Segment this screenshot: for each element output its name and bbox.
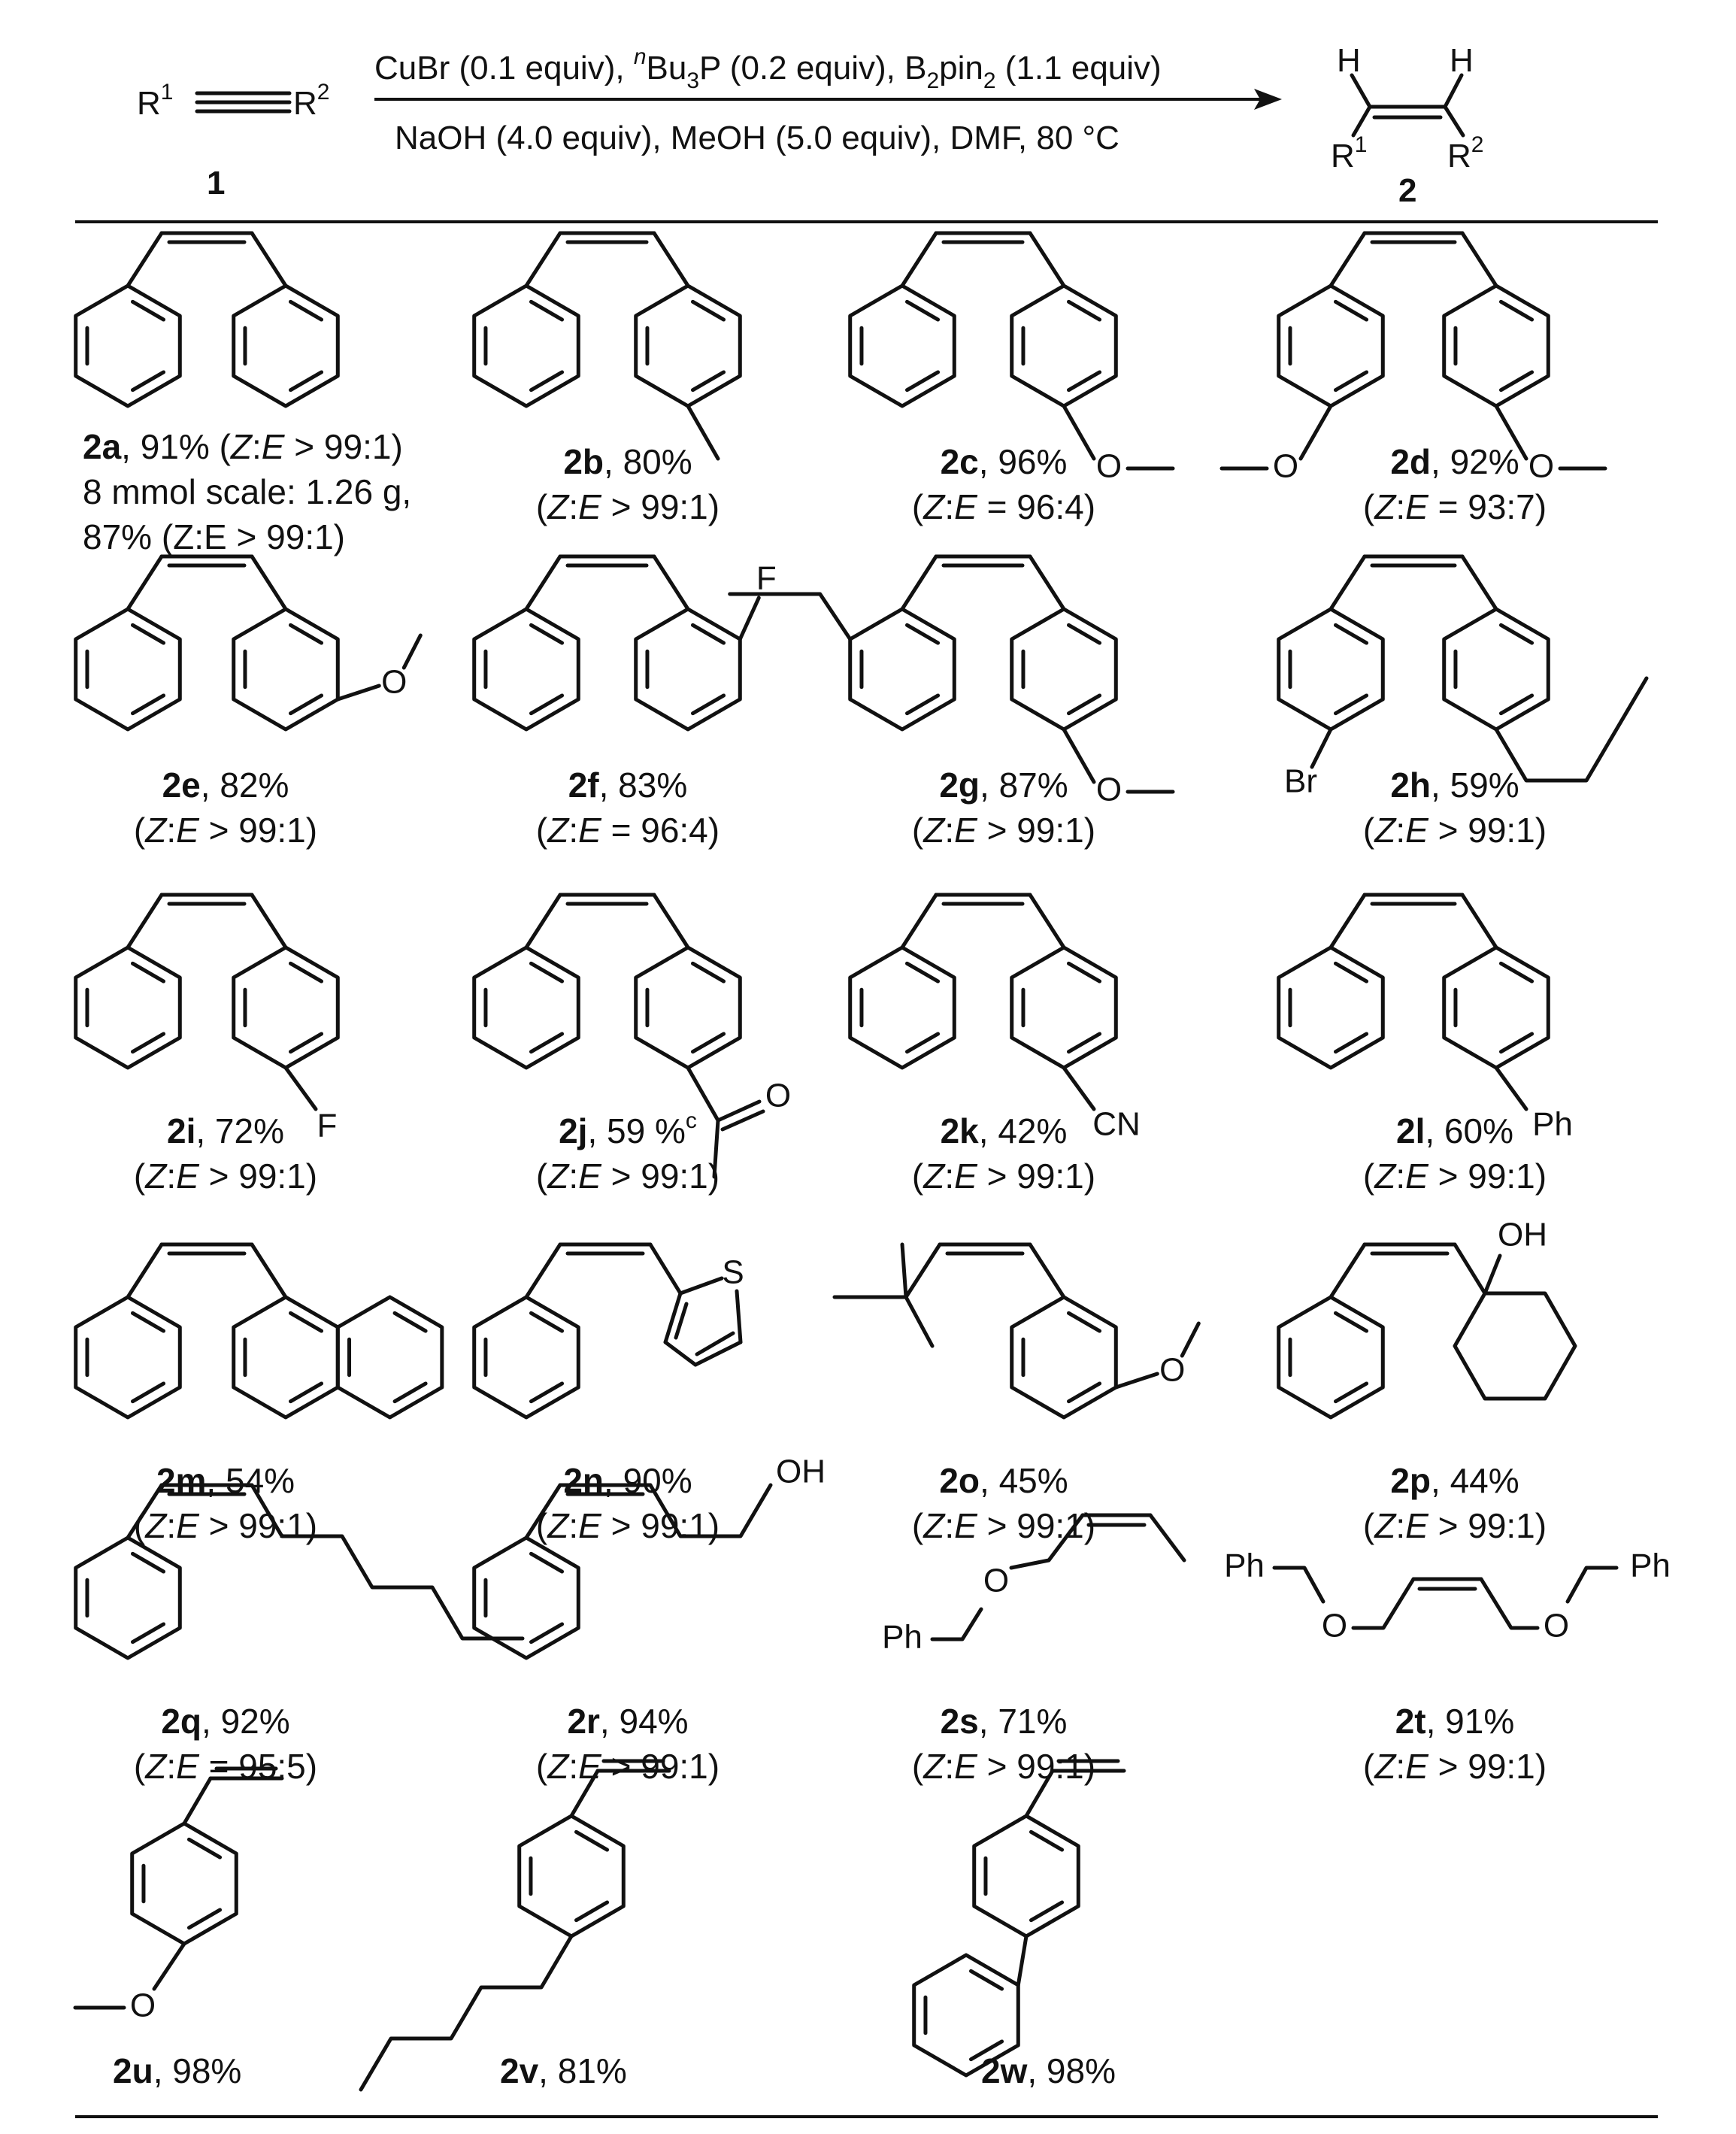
- phenyl-group: Ph: [882, 1618, 923, 1656]
- left-phenyl-ring: [76, 609, 180, 729]
- ring-outline: [636, 947, 741, 1068]
- product-caption-2c: [941, 442, 1068, 481]
- product-caption-2n: [563, 1461, 692, 1500]
- vinyl-bond: [1030, 895, 1064, 947]
- compound-id: 2j: [559, 1111, 588, 1150]
- product-alkene: [1331, 42, 1483, 209]
- bromine-atom: Br: [1284, 762, 1317, 800]
- ring-outline: [76, 1538, 180, 1658]
- product-label: 2: [1398, 172, 1417, 209]
- reactant-alkyne: [137, 80, 329, 202]
- yield: , 96%: [978, 442, 1068, 481]
- ring-outline: [1279, 609, 1383, 729]
- product-caption-2b: [563, 442, 692, 481]
- ring-outline: [1444, 286, 1549, 406]
- sulfur-atom: S: [722, 1253, 744, 1291]
- left-phenyl-ring: [850, 947, 955, 1068]
- ze-ratio-2s: (Z:E > 99:1): [911, 1747, 1096, 1786]
- vinyl-bond: [902, 233, 936, 286]
- oxygen-bond: [1301, 406, 1331, 459]
- vinyl-bond: [252, 233, 286, 286]
- thiophene-bond: [665, 1342, 695, 1365]
- aryl-ring: [1012, 1297, 1116, 1417]
- bromo-bond: [1312, 729, 1331, 767]
- ring-outline: [338, 1297, 442, 1417]
- ring-outline: [76, 286, 180, 406]
- vinyl-bond: [526, 556, 560, 609]
- methyl-bond: [404, 635, 420, 668]
- product-h-left: H: [1337, 42, 1361, 79]
- ze-ratio-2h: (Z:E > 99:1): [1362, 811, 1547, 850]
- vinyl-bond: [252, 895, 286, 947]
- phenyl-bond: [1496, 1068, 1526, 1109]
- ring-outline: [1012, 1297, 1116, 1417]
- ether-oxygen-atom-right: O: [1543, 1607, 1570, 1644]
- tbutyl-methyl: [902, 1244, 906, 1297]
- yield: , 72%: [195, 1111, 285, 1150]
- yield: , 71%: [978, 1702, 1068, 1741]
- oxygen-atom: O: [1528, 447, 1555, 485]
- product-caption-2j: [559, 1108, 697, 1150]
- yield: , 45%: [980, 1461, 1068, 1500]
- yield: , 82%: [200, 765, 289, 805]
- yield: , 94%: [599, 1702, 689, 1741]
- left-phenyl-ring: [474, 947, 579, 1068]
- oxygen-bond: [338, 686, 379, 699]
- ze-ratio-2c: (Z:E = 96:4): [911, 487, 1096, 526]
- yield: , 59 %: [587, 1111, 686, 1150]
- yield: , 87%: [980, 765, 1068, 805]
- ze-ratio-2j: (Z:E > 99:1): [535, 1156, 720, 1196]
- product-caption-2a: 2a, 91% (Z:E > 99:1): [83, 427, 403, 466]
- phenyl-ring: [474, 1297, 579, 1417]
- vinyl-bond: [526, 1244, 560, 1297]
- fluoro-bond: [286, 1068, 316, 1109]
- right-aryl-ring: [636, 947, 741, 1068]
- right-aryl-ring: [234, 609, 338, 729]
- thiophene-double-bond: [697, 1333, 733, 1354]
- methyl-bond: [1150, 1515, 1184, 1560]
- product-caption-2v: 2v, 81%: [500, 2051, 627, 2090]
- yield: , 54%: [206, 1461, 295, 1500]
- compound-id: 2r: [567, 1702, 600, 1741]
- vinyl-bond: [654, 895, 688, 947]
- methylene: [1481, 1579, 1538, 1628]
- ze-ratio-2g: (Z:E > 99:1): [911, 811, 1096, 850]
- vinyl-bond: [1331, 556, 1365, 609]
- yield: , 80%: [604, 442, 692, 481]
- oxygen-bond: [1064, 406, 1094, 459]
- thiophene-bond: [737, 1291, 741, 1342]
- oxygen-bond: [154, 1944, 184, 1989]
- right-aryl-ring: [1444, 947, 1549, 1068]
- reactant-label: 1: [207, 165, 226, 202]
- compound-id: 2c: [940, 442, 979, 481]
- vinyl-bond: [1462, 556, 1496, 609]
- ring-outline: [850, 286, 955, 406]
- product-h-right: H: [1450, 42, 1474, 79]
- captions-layer: [83, 427, 1547, 2090]
- ring-outline: [636, 609, 741, 729]
- ring-outline: [1012, 609, 1116, 729]
- thiophene-bond: [680, 1278, 722, 1293]
- compound-id: 2q: [161, 1702, 202, 1741]
- product-caption-2t: [1395, 1702, 1515, 1741]
- yield: , 90%: [604, 1461, 692, 1500]
- oxygen-atom: O: [381, 663, 407, 701]
- compound-id: 2e: [162, 765, 201, 805]
- ring-outline: [234, 947, 338, 1068]
- aryl-ring: [520, 1816, 624, 1936]
- vinyl-bond: [1331, 233, 1365, 286]
- product-caption-2o: [939, 1461, 1068, 1500]
- fluoro-bond: [740, 598, 759, 639]
- yield: , 92%: [1431, 442, 1519, 481]
- ze-ratio-2o: (Z:E > 99:1): [911, 1506, 1096, 1545]
- ether-oxygen-atom: O: [983, 1562, 1010, 1599]
- ze-ratio-2n: (Z:E > 99:1): [535, 1506, 720, 1545]
- product-caption-2f: [568, 765, 688, 805]
- yield: , 92%: [201, 1702, 290, 1741]
- phenyl-group-left: Ph: [1224, 1547, 1265, 1584]
- ring-outline: [1444, 609, 1549, 729]
- ring-outline: [474, 286, 579, 406]
- thienyl-bond: [650, 1244, 680, 1293]
- left-phenyl-ring: [1279, 947, 1383, 1068]
- product-caption-2l: [1396, 1111, 1513, 1150]
- left-phenyl-ring: [1279, 609, 1383, 729]
- fluorine-atom: F: [317, 1107, 338, 1144]
- left-phenyl-ring: [76, 947, 180, 1068]
- hydroxyl-bond: [1485, 1256, 1500, 1293]
- vinyl-bond: [1462, 233, 1496, 286]
- left-phenyl-ring: [850, 286, 955, 406]
- vinyl-bond: [902, 556, 936, 609]
- yield: , 42%: [978, 1111, 1068, 1150]
- oxygen-bond: [1064, 729, 1094, 782]
- ring-outline: [234, 609, 338, 729]
- left-phenyl-ring: [76, 286, 180, 406]
- product-caption-2h: [1390, 765, 1519, 805]
- yield: , 83%: [598, 765, 688, 805]
- product-r2: $R^2$: [1447, 132, 1484, 174]
- ring-outline: [234, 286, 338, 406]
- product-caption-2i: [167, 1111, 284, 1150]
- tbutyl-methyl: [906, 1297, 932, 1346]
- right-aryl-ring: [1444, 609, 1549, 729]
- ze-ratio-2i: (Z:E > 99:1): [133, 1156, 318, 1196]
- product-caption-2p: [1390, 1461, 1519, 1500]
- ring-outline: [234, 1297, 338, 1417]
- vinyl-bond: [1462, 895, 1496, 947]
- compound-id: 2m: [156, 1461, 207, 1500]
- cyclohexyl-bond: [1455, 1244, 1485, 1293]
- ze-ratio-2q: (Z:E = 95:5): [133, 1747, 318, 1786]
- vinyl-bond: [1030, 233, 1064, 286]
- ze-ratio-2l: (Z:E > 99:1): [1362, 1156, 1547, 1196]
- compound-id: 2o: [939, 1461, 980, 1500]
- right-aryl-ring: [1444, 286, 1549, 406]
- yield: , 60%: [1425, 1111, 1514, 1150]
- product-caption-2q: [161, 1702, 289, 1741]
- cyclohexane-ring: [1455, 1293, 1575, 1399]
- tbutyl-bond: [906, 1244, 940, 1297]
- ze-ratio-2d: (Z:E = 93:7): [1362, 487, 1547, 526]
- right-aryl-ring: [1012, 947, 1116, 1068]
- left-phenyl-ring: [850, 609, 955, 729]
- ze-ratio-2b: (Z:E > 99:1): [535, 487, 720, 526]
- phenyl-group-right: Ph: [1630, 1547, 1671, 1584]
- compound-id: 2b: [563, 442, 604, 481]
- compound-id: 2f: [568, 765, 599, 805]
- vinyl-bond: [128, 556, 162, 609]
- biaryl-bond: [1018, 1936, 1026, 1985]
- oxygen-atom: O: [1095, 447, 1122, 485]
- vinyl-bond: [252, 556, 286, 609]
- ze-ratio-2p: (Z:E > 99:1): [1362, 1506, 1547, 1545]
- product-caption-2k: [941, 1111, 1068, 1150]
- scale-up-line-2: 87% (Z:E > 99:1): [83, 517, 345, 556]
- compound-id: 2i: [166, 1111, 196, 1150]
- oxygen-atom: O: [129, 1987, 156, 2024]
- hydroxyl-group: OH: [1498, 1216, 1547, 1253]
- carbonyl-oxygen-atom: O: [765, 1077, 792, 1114]
- compound-id: 2h: [1390, 765, 1432, 805]
- vinyl-bond: [654, 233, 688, 286]
- right-aryl-ring: [636, 609, 741, 729]
- fluorine-atom: F: [756, 559, 777, 597]
- ze-ratio-2t: (Z:E > 99:1): [1362, 1747, 1547, 1786]
- vinyl-bond: [654, 556, 688, 609]
- product-caption-2s: [941, 1702, 1068, 1741]
- reaction-arrow-group: [374, 44, 1282, 156]
- ring-outline: [1279, 286, 1383, 406]
- ze-ratio-2f: (Z:E = 96:4): [535, 811, 720, 850]
- ze-ratio-2k: (Z:E > 99:1): [911, 1156, 1096, 1196]
- methyl-bond: [1182, 1323, 1198, 1356]
- right-aryl-ring: [234, 947, 338, 1068]
- ze-ratio-2e: (Z:E > 99:1): [133, 811, 318, 850]
- footnote-mark: c: [685, 1108, 697, 1133]
- right-aryl-ring: [234, 1297, 338, 1417]
- compound-id: 2s: [940, 1702, 979, 1741]
- vinyl-bond: [526, 895, 560, 947]
- product-caption-2r: [567, 1702, 688, 1741]
- compound-id: 2g: [939, 765, 980, 805]
- ring-outline: [850, 609, 955, 729]
- compound-id: 2l: [1395, 1111, 1425, 1150]
- aryl-ring: [132, 1823, 237, 1944]
- scale-up-line-1: 8 mmol scale: 1.26 g,: [83, 472, 412, 511]
- product-caption-2u: 2u, 98%: [113, 2051, 242, 2090]
- phenyl-ring: [1279, 1297, 1383, 1417]
- compound-id: 2d: [1390, 442, 1432, 481]
- methyl-bond: [688, 406, 718, 459]
- left-phenyl-ring: [76, 1297, 180, 1417]
- ring-outline: [474, 1297, 579, 1417]
- reactant-r1: $R^1$: [137, 80, 174, 122]
- right-aryl-ring: [636, 286, 741, 406]
- product-caption-2e: [162, 765, 289, 805]
- alkyne-triple-bond: [197, 93, 289, 111]
- vinyl-bond: [128, 233, 162, 286]
- right-aryl-ring: [1012, 609, 1116, 729]
- vinyl-bond: [1030, 1244, 1064, 1297]
- vinyl-bond: [526, 233, 560, 286]
- yield: , 91%: [1425, 1702, 1515, 1741]
- product-caption-2m: [156, 1461, 295, 1500]
- compound-id: 2k: [940, 1111, 979, 1150]
- phenyl-group: Ph: [1532, 1105, 1573, 1143]
- reactant-r2: $R^2$: [293, 80, 330, 122]
- ring-outline: [1279, 1297, 1383, 1417]
- benzyl-chain: [932, 1609, 981, 1639]
- ring-outline: [636, 286, 741, 406]
- fused-naphthalene-ring: [338, 1297, 442, 1417]
- ring-outline: [1012, 286, 1116, 406]
- reaction-header: [137, 42, 1483, 209]
- oxygen-atom: O: [1159, 1351, 1186, 1389]
- product-caption-2w: 2w, 98%: [981, 2051, 1116, 2090]
- left-phenyl-ring: [474, 286, 579, 406]
- product-r1: $R^1$: [1331, 132, 1368, 174]
- ethyl-chain: [730, 594, 850, 639]
- conditions-line-1: CuBr (0.1 equiv), $^nBu_3P$ (0.2 equiv), $B_2pin_2$ (1.1 equiv): [374, 44, 1162, 93]
- ring-outline: [850, 947, 955, 1068]
- ether-oxygen-atom-left: O: [1321, 1607, 1348, 1644]
- benzyl-chain: [1568, 1568, 1616, 1602]
- right-aryl-ring: [234, 286, 338, 406]
- yield: , 44%: [1431, 1461, 1519, 1500]
- vinyl-bond: [1030, 556, 1064, 609]
- vinyl-bond: [252, 1244, 286, 1297]
- aryl-ring: [974, 1816, 1079, 1936]
- thiophene-bond: [695, 1342, 741, 1365]
- left-phenyl-ring: [1279, 286, 1383, 406]
- yield: , 59%: [1431, 765, 1519, 805]
- product-caption-2d: [1390, 442, 1519, 481]
- nitrile-bond: [1064, 1068, 1094, 1109]
- conditions-line-2: NaOH (4.0 equiv), MeOH (5.0 equiv), DMF, 80 °C: [395, 120, 1119, 156]
- oxygen-bond: [1116, 1374, 1157, 1387]
- product-caption-2g: [939, 765, 1068, 805]
- nitrile-group: CN: [1092, 1105, 1141, 1143]
- hydroxyl-group: OH: [776, 1453, 826, 1490]
- atom-labels-layer: [130, 448, 1671, 2024]
- ring-outline: [1012, 947, 1116, 1068]
- compound-id: 2n: [563, 1461, 604, 1500]
- ring-outline: [76, 609, 180, 729]
- compound-id: 2t: [1395, 1702, 1426, 1741]
- ring-outline: [974, 1816, 1079, 1936]
- ze-ratio-2r: (Z:E > 99:1): [535, 1747, 720, 1786]
- right-aryl-ring: [1012, 286, 1116, 406]
- ring-outline: [520, 1816, 624, 1936]
- vinyl-bond: [1331, 1244, 1365, 1297]
- vinyl-bond: [128, 1244, 162, 1297]
- phenyl-ring: [76, 1538, 180, 1658]
- ring-outline: [132, 1823, 237, 1944]
- compound-id: 2p: [1390, 1461, 1432, 1500]
- benzyl-chain: [1274, 1568, 1323, 1602]
- oxygen-atom: O: [1095, 771, 1122, 808]
- ring-outline: [474, 609, 579, 729]
- ring-outline: [1444, 947, 1549, 1068]
- vinyl-bond: [902, 895, 936, 947]
- vinyl-bond: [128, 895, 162, 947]
- left-phenyl-ring: [474, 609, 579, 729]
- ring-outline: [76, 1297, 180, 1417]
- methylene: [1353, 1579, 1413, 1628]
- vinyl-bond: [1331, 895, 1365, 947]
- ring-outline: [474, 947, 579, 1068]
- oxygen-atom: O: [1272, 447, 1299, 485]
- ring-outline: [1279, 947, 1383, 1068]
- ze-ratio-2m: (Z:E > 99:1): [133, 1506, 318, 1545]
- ring-outline: [76, 947, 180, 1068]
